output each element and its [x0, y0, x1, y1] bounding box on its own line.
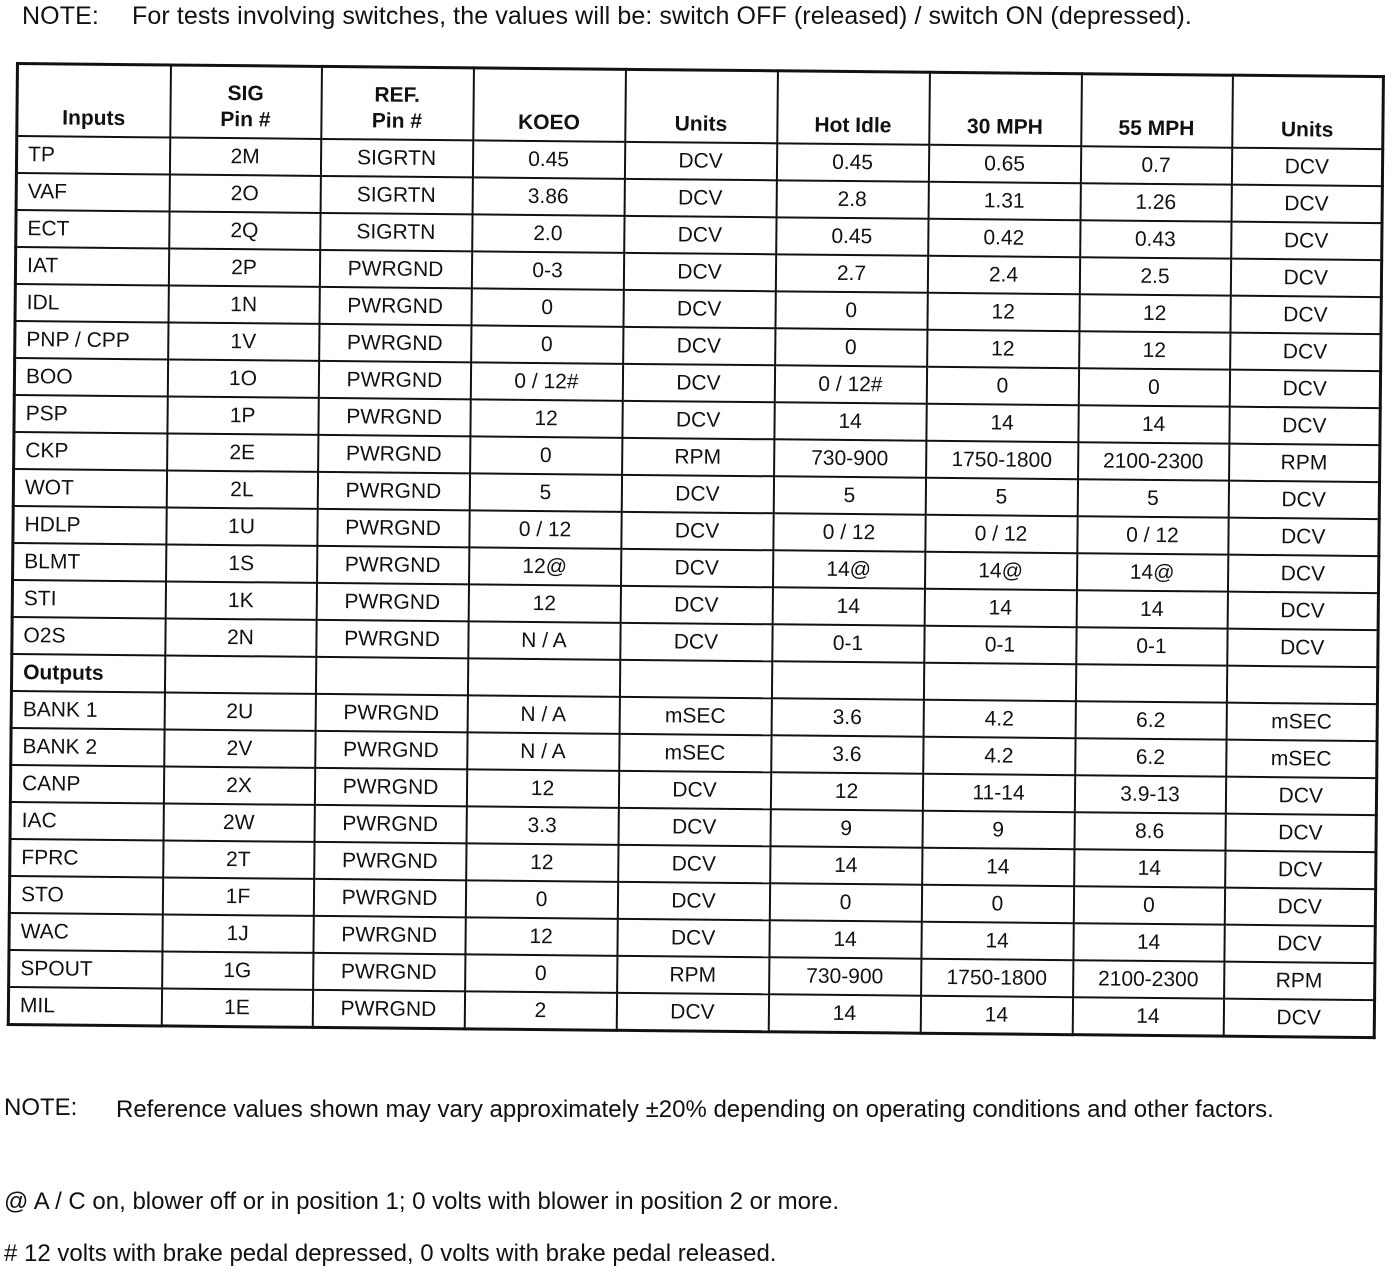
- ref-pin: PWRGND: [319, 250, 471, 288]
- mph30-value: 1750-1800: [921, 959, 1073, 997]
- hot-idle-value: 0: [775, 291, 927, 329]
- mph55-value: 14@: [1076, 553, 1227, 591]
- sig-pin: 1F: [162, 877, 313, 915]
- mph30-value: 14: [924, 589, 1076, 627]
- ref-pin: PWRGND: [313, 879, 465, 917]
- mph30-value: 12: [927, 293, 1079, 331]
- sig-pin: 2T: [163, 840, 314, 878]
- koeo-value: 0: [465, 880, 617, 918]
- units-value: DCV: [624, 142, 776, 180]
- mph55-value: 2100-2300: [1078, 442, 1229, 480]
- units2-value: DCV: [1224, 888, 1375, 926]
- signal-name: STO: [9, 876, 162, 914]
- mph30-value: 12: [927, 330, 1079, 368]
- koeo-value: 5: [469, 473, 621, 511]
- sig-pin: 2O: [169, 174, 320, 212]
- units-value: DCV: [624, 179, 776, 217]
- ref-pin: PWRGND: [319, 287, 471, 325]
- units-value: DCV: [618, 808, 770, 846]
- header-sig-pin: SIG Pin #: [170, 65, 322, 139]
- header-units: Units: [625, 69, 778, 143]
- koeo-value: 2.0: [472, 214, 624, 252]
- mph55-value: 14: [1078, 405, 1229, 443]
- hot-idle-value: 2.7: [775, 254, 927, 292]
- units2-value: DCV: [1231, 222, 1382, 260]
- sig-pin: 2X: [163, 766, 314, 804]
- mph30-value: 11-14: [922, 774, 1074, 812]
- sig-pin: 2M: [169, 137, 320, 175]
- sig-pin: 1K: [165, 581, 316, 619]
- signal-name: PSP: [14, 395, 167, 433]
- units-value: RPM: [617, 956, 769, 994]
- units2-value: DCV: [1230, 333, 1381, 371]
- mph30-value: 14: [922, 848, 1074, 886]
- header-55-mph: 55 MPH: [1081, 74, 1233, 148]
- units-value: DCV: [622, 401, 774, 439]
- koeo-value: 0 / 12: [469, 510, 621, 548]
- mph30-value: 0-1: [924, 626, 1076, 664]
- mph30-value: [923, 663, 1075, 701]
- units2-value: DCV: [1225, 777, 1376, 815]
- top-note-label: NOTE:: [22, 2, 99, 30]
- units-value: [619, 660, 771, 698]
- mph30-value: 14: [921, 922, 1073, 960]
- mph55-value: 6.2: [1075, 701, 1226, 739]
- mph55-value: 2100-2300: [1073, 960, 1224, 998]
- hot-idle-value: 12: [770, 772, 922, 810]
- ref-pin: PWRGND: [317, 509, 469, 547]
- hot-idle-value: 0.45: [776, 143, 928, 181]
- hot-idle-value: 3.6: [771, 735, 923, 773]
- mph55-value: 5: [1077, 479, 1228, 517]
- ref-pin: PWRGND: [319, 324, 471, 362]
- mph30-value: 14: [920, 996, 1072, 1035]
- bottom-note-text: Reference values shown may vary approximately ±20% depending on operating conditions and other factors.: [116, 1096, 1274, 1123]
- sig-pin: 1U: [166, 507, 317, 545]
- footnote-hash-text: 12 volts with brake pedal depressed, 0 volts with brake pedal released.: [24, 1240, 777, 1267]
- signal-name: IDL: [15, 284, 168, 322]
- sig-pin: 2E: [167, 433, 318, 471]
- koeo-value: 12: [468, 584, 620, 622]
- signal-name: CKP: [14, 432, 167, 470]
- units2-value: DCV: [1227, 592, 1378, 630]
- mph55-value: [1075, 664, 1226, 702]
- mph30-value: 14@: [924, 552, 1076, 590]
- header-ref-pin: REF. Pin #: [321, 66, 474, 140]
- units-value: DCV: [620, 586, 772, 624]
- header-units-2: Units: [1232, 75, 1384, 149]
- koeo-value: N / A: [467, 732, 619, 770]
- ref-pin: PWRGND: [317, 546, 469, 584]
- hot-idle-value: 14: [768, 994, 920, 1033]
- sig-pin: 2Q: [169, 211, 320, 249]
- units2-value: DCV: [1227, 555, 1378, 593]
- signal-name: PNP / CPP: [15, 321, 168, 359]
- units2-value: DCV: [1227, 629, 1378, 667]
- hot-idle-value: 5: [773, 476, 925, 514]
- mph30-value: 14: [926, 404, 1078, 442]
- units-value: DCV: [623, 253, 775, 291]
- ref-pin: PWRGND: [318, 398, 470, 436]
- reference-table-wrapper: [7, 62, 1382, 1039]
- footnote-at-text: A / C on, blower off or in position 1; 0 volts with blower in position 2 or more.: [33, 1188, 840, 1215]
- units-value: DCV: [623, 290, 775, 328]
- koeo-value: 0: [470, 436, 622, 474]
- header-hot-idle: Hot Idle: [777, 71, 930, 145]
- top-note-text: For tests involving switches, the values will be: switch OFF (released) / switch ON (depressed).: [132, 2, 1192, 30]
- units-value: DCV: [622, 364, 774, 402]
- units-value: DCV: [621, 512, 773, 550]
- hot-idle-value: 14: [769, 920, 921, 958]
- footnote-hash: [4, 1240, 776, 1268]
- footnote-at-symbol: @: [4, 1188, 29, 1215]
- hot-idle-value: 730-900: [769, 957, 921, 995]
- ref-pin: PWRGND: [318, 435, 470, 473]
- ref-pin: PWRGND: [314, 768, 466, 806]
- signal-name: SPOUT: [9, 950, 162, 988]
- ref-pin: PWRGND: [312, 990, 464, 1029]
- sig-pin: 2U: [164, 692, 315, 730]
- mph55-value: 0 / 12: [1077, 516, 1228, 554]
- signal-name: IAC: [10, 802, 163, 840]
- signal-name: BLMT: [13, 543, 166, 581]
- mph30-value: 2.4: [927, 256, 1079, 294]
- hot-idle-value: 730-900: [774, 439, 926, 477]
- units-value: DCV: [624, 216, 776, 254]
- koeo-value: 0-3: [471, 251, 623, 289]
- footnote-hash-symbol: #: [4, 1240, 18, 1267]
- signal-name: ECT: [16, 210, 169, 248]
- mph55-value: 12: [1079, 294, 1230, 332]
- mph55-value: 0.7: [1080, 146, 1231, 184]
- table-header-row: [17, 64, 1384, 150]
- bottom-note: [4, 1094, 1346, 1126]
- sig-pin: [164, 655, 315, 693]
- koeo-value: 12: [470, 399, 622, 437]
- top-note: [22, 2, 1192, 31]
- signal-name: STI: [12, 580, 165, 618]
- sig-pin: 1O: [167, 359, 318, 397]
- units-value: DCV: [617, 919, 769, 957]
- units2-value: DCV: [1231, 148, 1382, 186]
- koeo-value: [467, 658, 619, 696]
- hot-idle-value: 0 / 12#: [774, 365, 926, 403]
- ref-pin: [315, 657, 467, 695]
- hot-idle-value: 14@: [772, 550, 924, 588]
- units2-value: DCV: [1223, 999, 1374, 1038]
- hot-idle-value: 9: [770, 809, 922, 847]
- hot-idle-value: 14: [774, 402, 926, 440]
- signal-name: HDLP: [13, 506, 166, 544]
- ref-pin: PWRGND: [314, 805, 466, 843]
- mph55-value: 12: [1079, 331, 1230, 369]
- ref-pin: SIGRTN: [320, 176, 472, 214]
- sig-pin: 2W: [163, 803, 314, 841]
- koeo-value: 12@: [469, 547, 621, 585]
- ref-pin: PWRGND: [317, 472, 469, 510]
- units2-value: DCV: [1228, 518, 1379, 556]
- signal-name: MIL: [8, 987, 161, 1026]
- bottom-note-label: NOTE:: [4, 1094, 78, 1121]
- signal-name: O2S: [12, 617, 165, 655]
- koeo-value: 2: [464, 991, 616, 1030]
- sig-pin: 1E: [161, 988, 312, 1027]
- units2-value: DCV: [1230, 296, 1381, 334]
- header-inputs: Inputs: [17, 64, 171, 138]
- units-value: DCV: [618, 771, 770, 809]
- units2-value: mSEC: [1226, 703, 1377, 741]
- units-value: DCV: [616, 993, 768, 1032]
- koeo-value: 0 / 12#: [470, 362, 622, 400]
- koeo-value: 0.45: [472, 140, 624, 178]
- header-30-mph: 30 MPH: [929, 72, 1082, 146]
- table-body: [8, 136, 1382, 1038]
- sig-pin: 2L: [166, 470, 317, 508]
- mph55-value: 0-1: [1076, 627, 1227, 665]
- ref-pin: PWRGND: [318, 361, 470, 399]
- ref-pin: PWRGND: [316, 620, 468, 658]
- mph30-value: 0 / 12: [925, 515, 1077, 553]
- mph30-value: 1.31: [928, 182, 1080, 220]
- sig-pin: 2V: [164, 729, 315, 767]
- signal-name: WOT: [13, 469, 166, 507]
- signal-name: VAF: [16, 173, 169, 211]
- mph30-value: 4.2: [923, 737, 1075, 775]
- signal-name: WAC: [9, 913, 162, 951]
- header-koeo: KOEO: [473, 68, 626, 142]
- mph55-value: 3.9-13: [1074, 775, 1225, 813]
- mph55-value: 6.2: [1075, 738, 1226, 776]
- hot-idle-value: 0: [775, 328, 927, 366]
- units2-value: DCV: [1225, 814, 1376, 852]
- mph55-value: 14: [1072, 997, 1223, 1036]
- koeo-value: 12: [465, 917, 617, 955]
- sig-pin: 1G: [162, 951, 313, 989]
- mph30-value: 9: [922, 811, 1074, 849]
- units2-value: DCV: [1224, 925, 1375, 963]
- sig-pin: 2N: [165, 618, 316, 656]
- mph30-value: 0: [926, 367, 1078, 405]
- hot-idle-value: 2.8: [776, 180, 928, 218]
- ref-pin: PWRGND: [314, 842, 466, 880]
- units-value: DCV: [620, 549, 772, 587]
- units-value: mSEC: [619, 697, 771, 735]
- koeo-value: 12: [466, 843, 618, 881]
- units2-value: DCV: [1225, 851, 1376, 889]
- units-value: DCV: [618, 845, 770, 883]
- units2-value: DCV: [1229, 370, 1380, 408]
- ref-pin: PWRGND: [315, 694, 467, 732]
- ref-pin: PWRGND: [315, 731, 467, 769]
- koeo-value: 3.86: [472, 177, 624, 215]
- units2-value: mSEC: [1226, 740, 1377, 778]
- units2-value: RPM: [1229, 444, 1380, 482]
- ref-pin: PWRGND: [313, 953, 465, 991]
- units-value: DCV: [623, 327, 775, 365]
- units-value: DCV: [621, 475, 773, 513]
- mph55-value: 2.5: [1079, 257, 1230, 295]
- signal-name: IAT: [15, 247, 168, 285]
- units-value: DCV: [620, 623, 772, 661]
- koeo-value: N / A: [467, 695, 619, 733]
- hot-idle-value: 0 / 12: [773, 513, 925, 551]
- units2-value: RPM: [1224, 962, 1375, 1000]
- ref-pin: PWRGND: [316, 583, 468, 621]
- mph30-value: 0.65: [928, 145, 1080, 183]
- mph55-value: 0: [1078, 368, 1229, 406]
- ref-pin: SIGRTN: [320, 213, 472, 251]
- units2-value: DCV: [1230, 259, 1381, 297]
- koeo-value: 0: [471, 325, 623, 363]
- mph55-value: 8.6: [1074, 812, 1225, 850]
- mph30-value: 1750-1800: [926, 441, 1078, 479]
- hot-idle-value: 0.45: [776, 217, 928, 255]
- mph55-value: 0: [1073, 886, 1224, 924]
- mph30-value: 5: [925, 478, 1077, 516]
- signal-name: BANK 2: [11, 728, 164, 766]
- sig-pin: 1P: [167, 396, 318, 434]
- signal-name: BOO: [14, 358, 167, 396]
- mph55-value: 14: [1076, 590, 1227, 628]
- hot-idle-value: 14: [772, 587, 924, 625]
- signal-name: BANK 1: [11, 691, 164, 729]
- units2-value: DCV: [1228, 481, 1379, 519]
- sig-pin: 1S: [166, 544, 317, 582]
- units2-value: [1226, 666, 1377, 704]
- units-value: mSEC: [619, 734, 771, 772]
- signal-name: CANP: [10, 765, 163, 803]
- koeo-value: N / A: [468, 621, 620, 659]
- mph55-value: 0.43: [1080, 220, 1231, 258]
- hot-idle-value: [771, 661, 923, 699]
- mph55-value: 1.26: [1080, 183, 1231, 221]
- mph30-value: 4.2: [923, 700, 1075, 738]
- units-value: DCV: [617, 882, 769, 920]
- mph55-value: 14: [1073, 923, 1224, 961]
- koeo-value: 0: [465, 954, 617, 992]
- mph30-value: 0: [921, 885, 1073, 923]
- sig-pin: 2P: [168, 248, 319, 286]
- hot-idle-value: 0-1: [772, 624, 924, 662]
- units-value: RPM: [622, 438, 774, 476]
- hot-idle-value: 3.6: [771, 698, 923, 736]
- footnote-at: [4, 1188, 839, 1216]
- ref-pin: SIGRTN: [320, 139, 472, 177]
- koeo-value: 0: [471, 288, 623, 326]
- mph30-value: 0.42: [928, 219, 1080, 257]
- mph55-value: 14: [1074, 849, 1225, 887]
- koeo-value: 3.3: [466, 806, 618, 844]
- signal-name: Outputs: [11, 654, 164, 692]
- koeo-value: 12: [466, 769, 618, 807]
- units2-value: DCV: [1231, 185, 1382, 223]
- signal-name: FPRC: [10, 839, 163, 877]
- hot-idle-value: 0: [769, 883, 921, 921]
- signal-name: TP: [16, 136, 169, 174]
- reference-values-table: [7, 62, 1385, 1039]
- sig-pin: 1J: [162, 914, 313, 952]
- ref-pin: PWRGND: [313, 916, 465, 954]
- sig-pin: 1V: [168, 322, 319, 360]
- hot-idle-value: 14: [770, 846, 922, 884]
- units2-value: DCV: [1229, 407, 1380, 445]
- sig-pin: 1N: [168, 285, 319, 323]
